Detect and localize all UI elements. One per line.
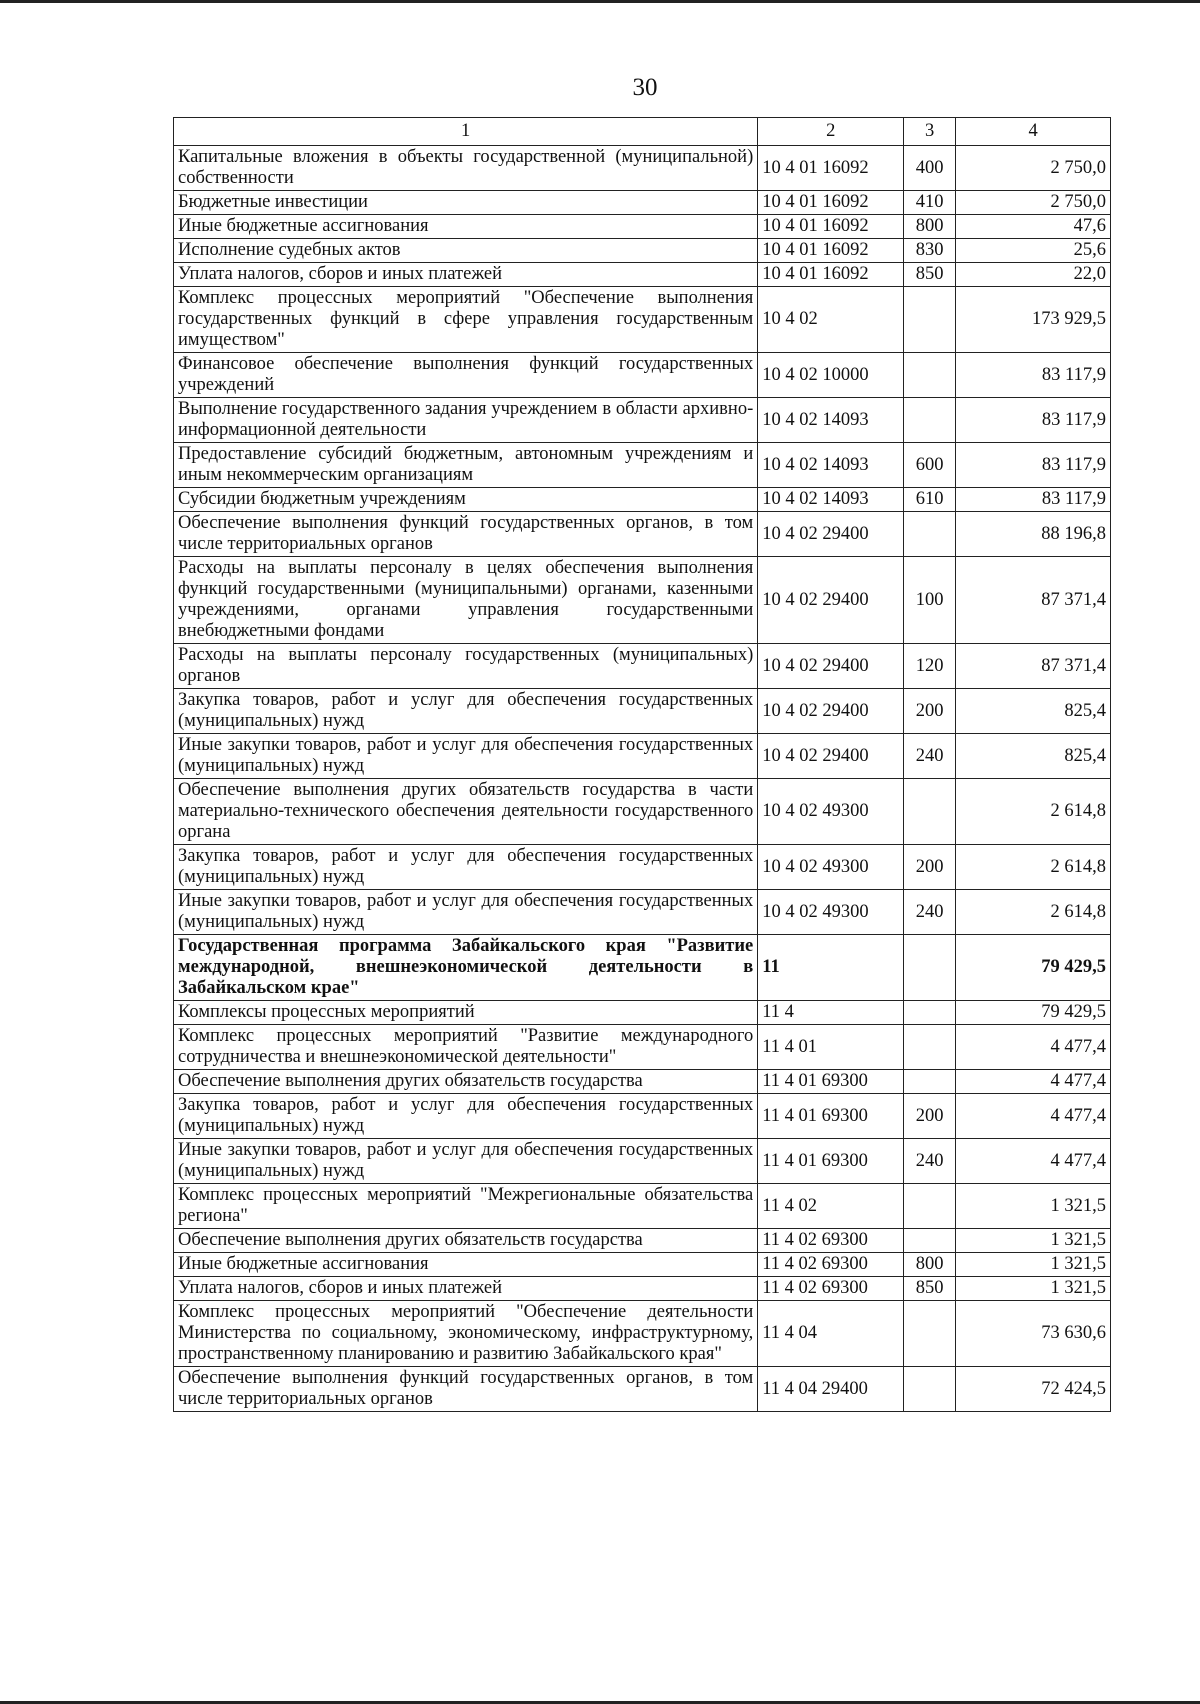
row-expense-type-cell [904, 512, 956, 557]
row-name-cell: Комплекс процессных мероприятий "Межрегиональные обязательства региона" [174, 1184, 758, 1229]
table-row [174, 779, 1111, 845]
row-amount-cell: 2 614,8 [956, 845, 1111, 890]
row-amount-cell: 173 929,5 [956, 287, 1111, 353]
row-amount-cell: 2 614,8 [956, 779, 1111, 845]
row-name-cell: Обеспечение выполнения других обязательств государства [174, 1229, 758, 1253]
table-row [174, 734, 1111, 779]
row-code-cell: 11 4 01 69300 [758, 1139, 904, 1184]
row-code-cell: 11 4 02 69300 [758, 1277, 904, 1301]
row-name-cell: Комплекс процессных мероприятий "Развитие международного сотрудничества и внешнеэкономической деятельности" [174, 1025, 758, 1070]
row-code-cell: 10 4 02 49300 [758, 845, 904, 890]
row-amount-cell: 88 196,8 [956, 512, 1111, 557]
row-amount-cell: 83 117,9 [956, 398, 1111, 443]
row-name-cell: Закупка товаров, работ и услуг для обеспечения государственных (муниципальных) нужд [174, 689, 758, 734]
row-expense-type-cell: 120 [904, 644, 956, 689]
row-code-cell: 10 4 01 16092 [758, 263, 904, 287]
table-row [174, 512, 1111, 557]
row-expense-type-cell [904, 1184, 956, 1229]
row-expense-type-cell: 100 [904, 557, 956, 644]
row-code-cell: 11 4 04 29400 [758, 1367, 904, 1412]
row-amount-cell: 25,6 [956, 239, 1111, 263]
row-code-cell: 11 4 01 [758, 1025, 904, 1070]
row-name-cell: Иные закупки товаров, работ и услуг для обеспечения государственных (муниципальных) нужд [174, 890, 758, 935]
row-expense-type-cell [904, 1001, 956, 1025]
row-amount-cell: 72 424,5 [956, 1367, 1111, 1412]
table-row [174, 287, 1111, 353]
row-code-cell: 10 4 02 [758, 287, 904, 353]
row-amount-cell: 73 630,6 [956, 1301, 1111, 1367]
table-row [174, 890, 1111, 935]
row-expense-type-cell: 200 [904, 845, 956, 890]
row-amount-cell: 4 477,4 [956, 1025, 1111, 1070]
row-code-cell: 10 4 02 14093 [758, 488, 904, 512]
row-code-cell: 11 4 [758, 1001, 904, 1025]
row-amount-cell: 87 371,4 [956, 644, 1111, 689]
header-col-2: 2 [758, 118, 904, 146]
row-name-cell: Расходы на выплаты персоналу в целях обеспечения выполнения функций государственными (муниципальными) органами, казенными учреждениями, органами управления государственными внебюджетными фондами [174, 557, 758, 644]
row-name-cell: Обеспечение выполнения функций государственных органов, в том числе территориальных органов [174, 1367, 758, 1412]
row-code-cell: 11 4 04 [758, 1301, 904, 1367]
table-row [174, 1229, 1111, 1253]
row-expense-type-cell: 800 [904, 1253, 956, 1277]
row-expense-type-cell: 400 [904, 146, 956, 191]
row-code-cell: 11 [758, 935, 904, 1001]
row-name-cell: Государственная программа Забайкальского края "Развитие международной, внешнеэкономической деятельности в Забайкальском крае" [174, 935, 758, 1001]
row-code-cell: 11 4 02 69300 [758, 1253, 904, 1277]
row-amount-cell: 1 321,5 [956, 1229, 1111, 1253]
row-amount-cell: 1 321,5 [956, 1253, 1111, 1277]
row-expense-type-cell: 240 [904, 734, 956, 779]
row-name-cell: Уплата налогов, сборов и иных платежей [174, 263, 758, 287]
table-row [174, 263, 1111, 287]
table-body [174, 146, 1111, 1412]
table-row [174, 644, 1111, 689]
row-name-cell: Иные бюджетные ассигнования [174, 1253, 758, 1277]
header-col-3: 3 [904, 118, 956, 146]
row-expense-type-cell: 240 [904, 890, 956, 935]
row-expense-type-cell [904, 398, 956, 443]
table-row [174, 1139, 1111, 1184]
row-name-cell: Уплата налогов, сборов и иных платежей [174, 1277, 758, 1301]
row-amount-cell: 47,6 [956, 215, 1111, 239]
table-row [174, 1184, 1111, 1229]
row-code-cell: 11 4 02 [758, 1184, 904, 1229]
table-row [174, 1277, 1111, 1301]
row-amount-cell: 87 371,4 [956, 557, 1111, 644]
row-code-cell: 10 4 02 29400 [758, 644, 904, 689]
row-code-cell: 10 4 02 14093 [758, 443, 904, 488]
row-amount-cell: 2 750,0 [956, 191, 1111, 215]
row-expense-type-cell [904, 1025, 956, 1070]
row-code-cell: 10 4 02 29400 [758, 689, 904, 734]
table-row [174, 845, 1111, 890]
row-expense-type-cell [904, 287, 956, 353]
row-amount-cell: 2 750,0 [956, 146, 1111, 191]
row-expense-type-cell [904, 1229, 956, 1253]
table-row [174, 146, 1111, 191]
row-expense-type-cell: 850 [904, 1277, 956, 1301]
budget-table [173, 117, 1111, 1412]
row-amount-cell: 4 477,4 [956, 1094, 1111, 1139]
table-row [174, 689, 1111, 734]
row-amount-cell: 4 477,4 [956, 1139, 1111, 1184]
row-code-cell: 11 4 01 69300 [758, 1070, 904, 1094]
row-amount-cell: 83 117,9 [956, 353, 1111, 398]
row-name-cell: Выполнение государственного задания учреждением в области архивно-информационной деятельности [174, 398, 758, 443]
row-name-cell: Иные бюджетные ассигнования [174, 215, 758, 239]
row-code-cell: 10 4 01 16092 [758, 191, 904, 215]
row-code-cell: 10 4 02 49300 [758, 890, 904, 935]
table-row [174, 1094, 1111, 1139]
header-row [174, 118, 1111, 146]
row-name-cell: Субсидии бюджетным учреждениям [174, 488, 758, 512]
row-name-cell: Расходы на выплаты персоналу государственных (муниципальных) органов [174, 644, 758, 689]
row-code-cell: 10 4 01 16092 [758, 215, 904, 239]
table-row [174, 239, 1111, 263]
table-row [174, 398, 1111, 443]
row-code-cell: 11 4 02 69300 [758, 1229, 904, 1253]
row-code-cell: 10 4 01 16092 [758, 146, 904, 191]
row-amount-cell: 825,4 [956, 734, 1111, 779]
row-expense-type-cell: 600 [904, 443, 956, 488]
row-amount-cell: 1 321,5 [956, 1184, 1111, 1229]
table-row [174, 443, 1111, 488]
scan-top-edge [0, 0, 1200, 3]
row-name-cell: Иные закупки товаров, работ и услуг для обеспечения государственных (муниципальных) нужд [174, 734, 758, 779]
header-col-1: 1 [174, 118, 758, 146]
row-amount-cell: 825,4 [956, 689, 1111, 734]
row-code-cell: 10 4 02 29400 [758, 512, 904, 557]
row-expense-type-cell: 200 [904, 1094, 956, 1139]
row-name-cell: Предоставление субсидий бюджетным, автономным учреждениям и иным некоммерческим организациям [174, 443, 758, 488]
table-row [174, 935, 1111, 1001]
row-expense-type-cell [904, 1301, 956, 1367]
row-amount-cell: 2 614,8 [956, 890, 1111, 935]
row-name-cell: Бюджетные инвестиции [174, 191, 758, 215]
row-expense-type-cell: 850 [904, 263, 956, 287]
row-expense-type-cell [904, 353, 956, 398]
table-row [174, 1301, 1111, 1367]
table-row [174, 557, 1111, 644]
table-row [174, 215, 1111, 239]
row-amount-cell: 79 429,5 [956, 935, 1111, 1001]
table-row [174, 488, 1111, 512]
row-name-cell: Комплексы процессных мероприятий [174, 1001, 758, 1025]
row-name-cell: Обеспечение выполнения других обязательств государства в части материально-технического обеспечения деятельности государственного органа [174, 779, 758, 845]
row-expense-type-cell: 240 [904, 1139, 956, 1184]
row-amount-cell: 22,0 [956, 263, 1111, 287]
row-name-cell: Комплекс процессных мероприятий "Обеспечение деятельности Министерства по социальному, экономическому, инфраструктурному, пространственному планированию и развитию Забайкальского края" [174, 1301, 758, 1367]
row-name-cell: Обеспечение выполнения других обязательств государства [174, 1070, 758, 1094]
row-amount-cell: 83 117,9 [956, 443, 1111, 488]
row-expense-type-cell: 800 [904, 215, 956, 239]
row-name-cell: Капитальные вложения в объекты государственной (муниципальной) собственности [174, 146, 758, 191]
row-expense-type-cell [904, 1367, 956, 1412]
row-amount-cell: 1 321,5 [956, 1277, 1111, 1301]
row-name-cell: Комплекс процессных мероприятий "Обеспечение выполнения государственных функций в сфере управления государственным имуществом" [174, 287, 758, 353]
row-expense-type-cell: 200 [904, 689, 956, 734]
row-expense-type-cell: 410 [904, 191, 956, 215]
row-code-cell: 10 4 02 10000 [758, 353, 904, 398]
row-name-cell: Финансовое обеспечение выполнения функций государственных учреждений [174, 353, 758, 398]
row-code-cell: 10 4 02 29400 [758, 557, 904, 644]
page-number: 30 [632, 74, 658, 101]
row-name-cell: Обеспечение выполнения функций государственных органов, в том числе территориальных органов [174, 512, 758, 557]
table-row [174, 1070, 1111, 1094]
row-code-cell: 10 4 02 14093 [758, 398, 904, 443]
row-code-cell: 11 4 01 69300 [758, 1094, 904, 1139]
row-amount-cell: 79 429,5 [956, 1001, 1111, 1025]
row-amount-cell: 83 117,9 [956, 488, 1111, 512]
row-expense-type-cell: 830 [904, 239, 956, 263]
row-name-cell: Закупка товаров, работ и услуг для обеспечения государственных (муниципальных) нужд [174, 1094, 758, 1139]
row-code-cell: 10 4 02 49300 [758, 779, 904, 845]
table-row [174, 1367, 1111, 1412]
row-expense-type-cell [904, 935, 956, 1001]
table-row [174, 1001, 1111, 1025]
row-amount-cell: 4 477,4 [956, 1070, 1111, 1094]
row-expense-type-cell [904, 779, 956, 845]
header-col-4: 4 [956, 118, 1111, 146]
row-name-cell: Закупка товаров, работ и услуг для обеспечения государственных (муниципальных) нужд [174, 845, 758, 890]
table-row [174, 353, 1111, 398]
row-code-cell: 10 4 01 16092 [758, 239, 904, 263]
row-expense-type-cell [904, 1070, 956, 1094]
row-name-cell: Иные закупки товаров, работ и услуг для обеспечения государственных (муниципальных) нужд [174, 1139, 758, 1184]
row-code-cell: 10 4 02 29400 [758, 734, 904, 779]
row-name-cell: Исполнение судебных актов [174, 239, 758, 263]
table-row [174, 1025, 1111, 1070]
table-row [174, 1253, 1111, 1277]
table-row [174, 191, 1111, 215]
row-expense-type-cell: 610 [904, 488, 956, 512]
